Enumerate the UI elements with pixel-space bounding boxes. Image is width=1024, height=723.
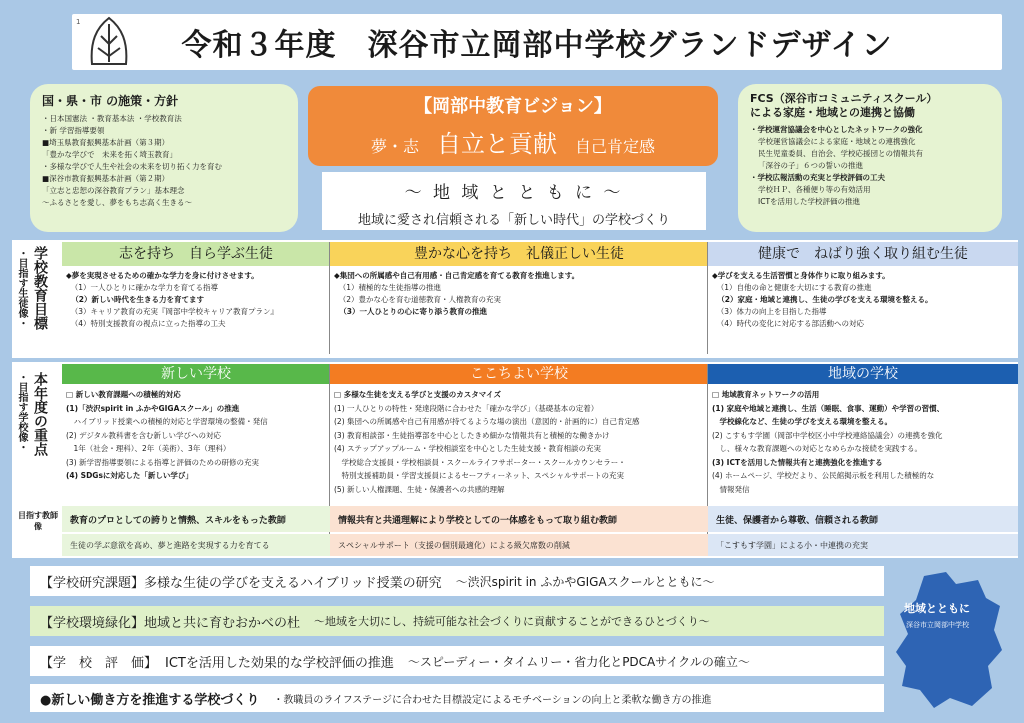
goal-column-head: 志を持ち 自ら学ぶ生徒 bbox=[62, 242, 330, 266]
focus-item: (1)「渋沢spirit in ふかやGIGAスクール」の推進 bbox=[66, 403, 240, 413]
column-divider bbox=[707, 242, 708, 354]
focus-column-body bbox=[708, 386, 1018, 498]
fcs-item: 民生児童委員、自治会、学校応援団との情報共有 bbox=[758, 149, 923, 158]
page-title-bar bbox=[72, 14, 1002, 70]
work-style-sub: ・教職員のライフステージに合わせた目標設定によるモチベーションの向上と柔軟な働き方の推進 bbox=[273, 694, 712, 706]
teacher-detail: 生徒の学ぶ意欲を高め、夢と進路を実現する力を育てる bbox=[62, 534, 330, 556]
policy-item: ■深谷市教育振興基本計画（第２期） bbox=[42, 174, 170, 183]
focus-side-label: 本年度の重点 bbox=[32, 372, 48, 456]
focus-column-head: 地域の学校 bbox=[708, 364, 1018, 384]
focus-item: □ 地域教育ネットワークの活用 bbox=[712, 390, 820, 399]
focus-item: ハイブリッド授業への積極的対応と学習環境の整備・発信 bbox=[66, 417, 268, 426]
vision-title: 【岡部中教育ビジョン】 bbox=[414, 96, 612, 117]
policy-list bbox=[42, 113, 286, 209]
fcs-item: 「深谷の子」６つの誓いの推進 bbox=[758, 161, 863, 170]
vision-left: 夢・志 bbox=[370, 137, 419, 156]
greening-bar bbox=[30, 606, 884, 636]
focus-item: (4) SDGsに対応した「新しい学び」 bbox=[66, 471, 193, 480]
policy-item: 「立志と忠恕の深谷教育プラン」基本理念 bbox=[42, 186, 185, 195]
focus-item: 情報発信 bbox=[712, 484, 750, 494]
goal-item: （4）時代の変化に対応する部活動への対応 bbox=[712, 319, 865, 328]
fcs-item: 学校運営協議会による家庭・地域との連携強化 bbox=[758, 137, 916, 146]
evaluation-main: ICTを活用した効果的な学校評価の推進 bbox=[165, 655, 394, 671]
together-box bbox=[322, 172, 706, 230]
greening-main: 地域と共に育むおかべの杜 bbox=[144, 615, 301, 631]
school-emblem-icon bbox=[84, 14, 134, 68]
focus-item: (1) 一人ひとりの特性・発達段階に合わせた「確かな学び」（基礎基本の定着） bbox=[334, 403, 599, 413]
together-slogan: ～ 地 域 と と も に ～ bbox=[404, 183, 624, 203]
goal-column-head: 健康で ねばり強く取り組む生徒 bbox=[708, 242, 1018, 266]
teacher-goal: 情報共有と共通理解により学校としての一体感をもって取り組む教師 bbox=[330, 506, 708, 532]
greening-sub: ～地域を大切にし、持続可能な社会づくりに貢献することができるひとづくり～ bbox=[314, 615, 710, 628]
focus-item: (1) 家庭や地域と連携し、生活（睡眠、食事、運動）や学習の習慣、 bbox=[712, 403, 945, 413]
goal-lead: ◆夢を実現させるための確かな学力を身に付けさせます。 bbox=[66, 271, 259, 280]
focus-item: (2) 集団への所属感や自己有用感が持てるような場の演出（意図的・計画的に）自己肯定感 bbox=[334, 417, 640, 426]
goal-column-body bbox=[330, 268, 708, 320]
focus-item: □ 新しい教育課題への積極的対応 bbox=[66, 390, 181, 399]
work-style-main: ●新しい働き方を推進する学校づくり bbox=[40, 692, 260, 708]
policy-box bbox=[30, 84, 298, 232]
goal-item: （3）一人ひとりの心に寄り添う教育の推進 bbox=[334, 307, 487, 316]
fcs-heading: FCS（深谷市コミュニティスクール） による家庭・地域との連携と協働 bbox=[750, 92, 938, 119]
focus-item: (4) ホームページ、学校だより、公民館掲示板を利用した積極的な bbox=[712, 471, 935, 480]
page-title: 令和３年度 深谷市立岡部中学校グランドデザイン bbox=[181, 28, 893, 63]
goal-item: （2）豊かな心を育む道徳教育・人権教育の充実 bbox=[334, 295, 502, 304]
research-label: 【学校研究課題】 bbox=[40, 575, 145, 591]
goal-item: （3）体力の向上を目指した指導 bbox=[712, 307, 827, 316]
together-subtitle: 地域に愛され信頼される「新しい時代」の学校づくり bbox=[357, 213, 670, 228]
evaluation-bar bbox=[30, 646, 884, 676]
teacher-detail: スペシャルサポート（支援の個別最適化）による級欠席数の削減 bbox=[330, 534, 708, 556]
goal-item: （1）自他の命と健康を大切にする教育の推進 bbox=[712, 283, 872, 292]
fcs-box bbox=[738, 84, 1002, 232]
focus-column-body bbox=[62, 386, 330, 485]
focus-item: (3) ICTを活用した情報共有と連携強化を推進する bbox=[712, 457, 883, 467]
map-school-name: 深谷市立岡部中学校 bbox=[906, 621, 969, 629]
policy-item: ・多様な学びで人生や社会の未来を切り拓く力を育む bbox=[42, 162, 222, 171]
research-bar bbox=[30, 566, 884, 596]
fcs-item: ・学校広報活動の充実と学校評価の工夫 bbox=[750, 173, 885, 182]
policy-item: ～ふるさとを愛し、夢をもち志高く生きる～ bbox=[42, 198, 192, 207]
map-caption: 地域とともに bbox=[904, 602, 970, 615]
fcs-list bbox=[750, 124, 990, 208]
goals-side-label: 学校教育目標 bbox=[32, 246, 48, 330]
focus-item: 学校線化など、生徒の学びを支える環境を整える。 bbox=[712, 417, 892, 426]
focus-item: (3) 新学習指導要領による指導と評価のための研修の充実 bbox=[66, 457, 260, 467]
fcs-item: ・学校運営協議会を中心としたネットワークの強化 bbox=[750, 125, 923, 134]
goal-column-body bbox=[708, 268, 1018, 332]
fcs-item: ICTを活用した学校評価の推進 bbox=[758, 197, 861, 206]
teachers-side-label: 目指す教師像 bbox=[18, 511, 58, 531]
page-mark: 1 bbox=[76, 18, 81, 26]
greening-label: 【学校環境緑化】 bbox=[40, 615, 145, 631]
focus-item: (3) 教育相談部・生徒指導部を中心としたきめ細かな情報共有と積極的な働きかけ bbox=[334, 430, 610, 440]
research-sub: ～渋沢spirit in ふかやGIGAスクールとともに～ bbox=[455, 574, 715, 589]
policy-item: 「豊かな学びで 未来を拓く埼玉教育」 bbox=[42, 150, 177, 159]
focus-column-head: 新しい学校 bbox=[62, 364, 330, 384]
work-style-bar bbox=[30, 684, 884, 712]
focus-item: (2) こすもす学園（岡部中学校区小中学校連絡協議会）の連携を強化 bbox=[712, 430, 943, 440]
goal-lead: ◆学びを支える生活習慣と身体作りに取り組みます。 bbox=[712, 271, 890, 280]
vision-center: 自立と貢献 bbox=[437, 130, 557, 158]
focus-item: 1年（社会・理科）、2年（美術）、3年（理科） bbox=[66, 444, 231, 453]
goal-column-body bbox=[62, 268, 330, 332]
goal-lead: ◆集団への所属感や自己有用感・自己肯定感を育てる教育を推進します。 bbox=[334, 271, 580, 280]
focus-item: し、様々な教育課題への対応となめらかな接続を実践する。 bbox=[712, 444, 922, 453]
goal-column-head: 豊かな心を持ち 礼儀正しい生徒 bbox=[330, 242, 708, 266]
goal-item: （2）新しい時代を生きる力を育てます bbox=[66, 295, 204, 304]
policy-item: ・日本国憲法 ・教育基本法 ・学校教育法 bbox=[42, 114, 182, 123]
fcs-item: 学校ＨＰ、各種便り等の有効活用 bbox=[758, 185, 871, 194]
evaluation-sub: ～スピーディー・タイムリー・省力化とPDCAサイクルの確立～ bbox=[407, 654, 750, 669]
focus-column-head: ここちよい学校 bbox=[330, 364, 708, 384]
focus-column-body bbox=[330, 386, 708, 498]
focus-side-sub: ・目指す学校像・ bbox=[16, 372, 27, 452]
goal-item: （4）特別支援教育の視点に立った指導の工夫 bbox=[66, 319, 226, 328]
teacher-detail: 「こすもす学園」による小・中連携の充実 bbox=[708, 534, 1018, 556]
focus-item: (2) デジタル教科書を含む新しい学びへの対応 bbox=[66, 430, 222, 440]
focus-item: 特別支援補助員・学習支援員によるセーフティーネット、スペシャルサポートの充実 bbox=[334, 471, 625, 480]
policy-item: ・新 学習指導要領 bbox=[42, 126, 105, 135]
column-divider bbox=[329, 242, 330, 354]
focus-item: (4) ステップアップルーム・学校相談室を中心とした生徒支援・教育相談の充実 bbox=[334, 444, 602, 453]
research-main: 多様な生徒の学びを支えるハイブリッド授業の研究 bbox=[144, 575, 442, 591]
policy-item: ■埼玉県教育振興基本計画（第３期） bbox=[42, 138, 170, 147]
evaluation-label: 【学 校 評 価】 bbox=[40, 655, 158, 671]
focus-panel bbox=[12, 362, 1018, 558]
education-vision bbox=[308, 86, 718, 166]
goal-item: （1）一人ひとりに確かな学力を育てる指導 bbox=[66, 283, 219, 292]
focus-item: □ 多様な生徒を支える学びと支援のカスタマイズ bbox=[334, 390, 501, 399]
vision-right: 自己肯定感 bbox=[575, 137, 656, 156]
goal-item: （1）積極的な生徒指導の推進 bbox=[334, 283, 442, 292]
policy-heading: 国・県・市 の施策・方針 bbox=[42, 94, 179, 108]
goal-item: （3）キャリア教育の充実『岡部中学校キャリア教育プラン』 bbox=[66, 307, 279, 316]
goal-item: （2）家庭・地域と連携し、生徒の学びを支える環境を整える。 bbox=[712, 295, 933, 304]
school-goals-panel bbox=[12, 240, 1018, 358]
focus-item: 学校総合支援員・学校相談員・スクールライフサポーター・スクールカウンセラー・ bbox=[334, 457, 626, 467]
city-map-icon bbox=[894, 570, 1004, 710]
teacher-goal: 教育のプロとしての誇りと情熱、スキルをもった教師 bbox=[62, 506, 330, 532]
focus-item: (5) 新しい人権課題、生徒・保護者への共感的理解 bbox=[334, 484, 505, 494]
teacher-goal: 生徒、保護者から尊敬、信頼される教師 bbox=[708, 506, 1018, 532]
goals-side-sub: ・目指す生徒像・ bbox=[16, 248, 27, 328]
